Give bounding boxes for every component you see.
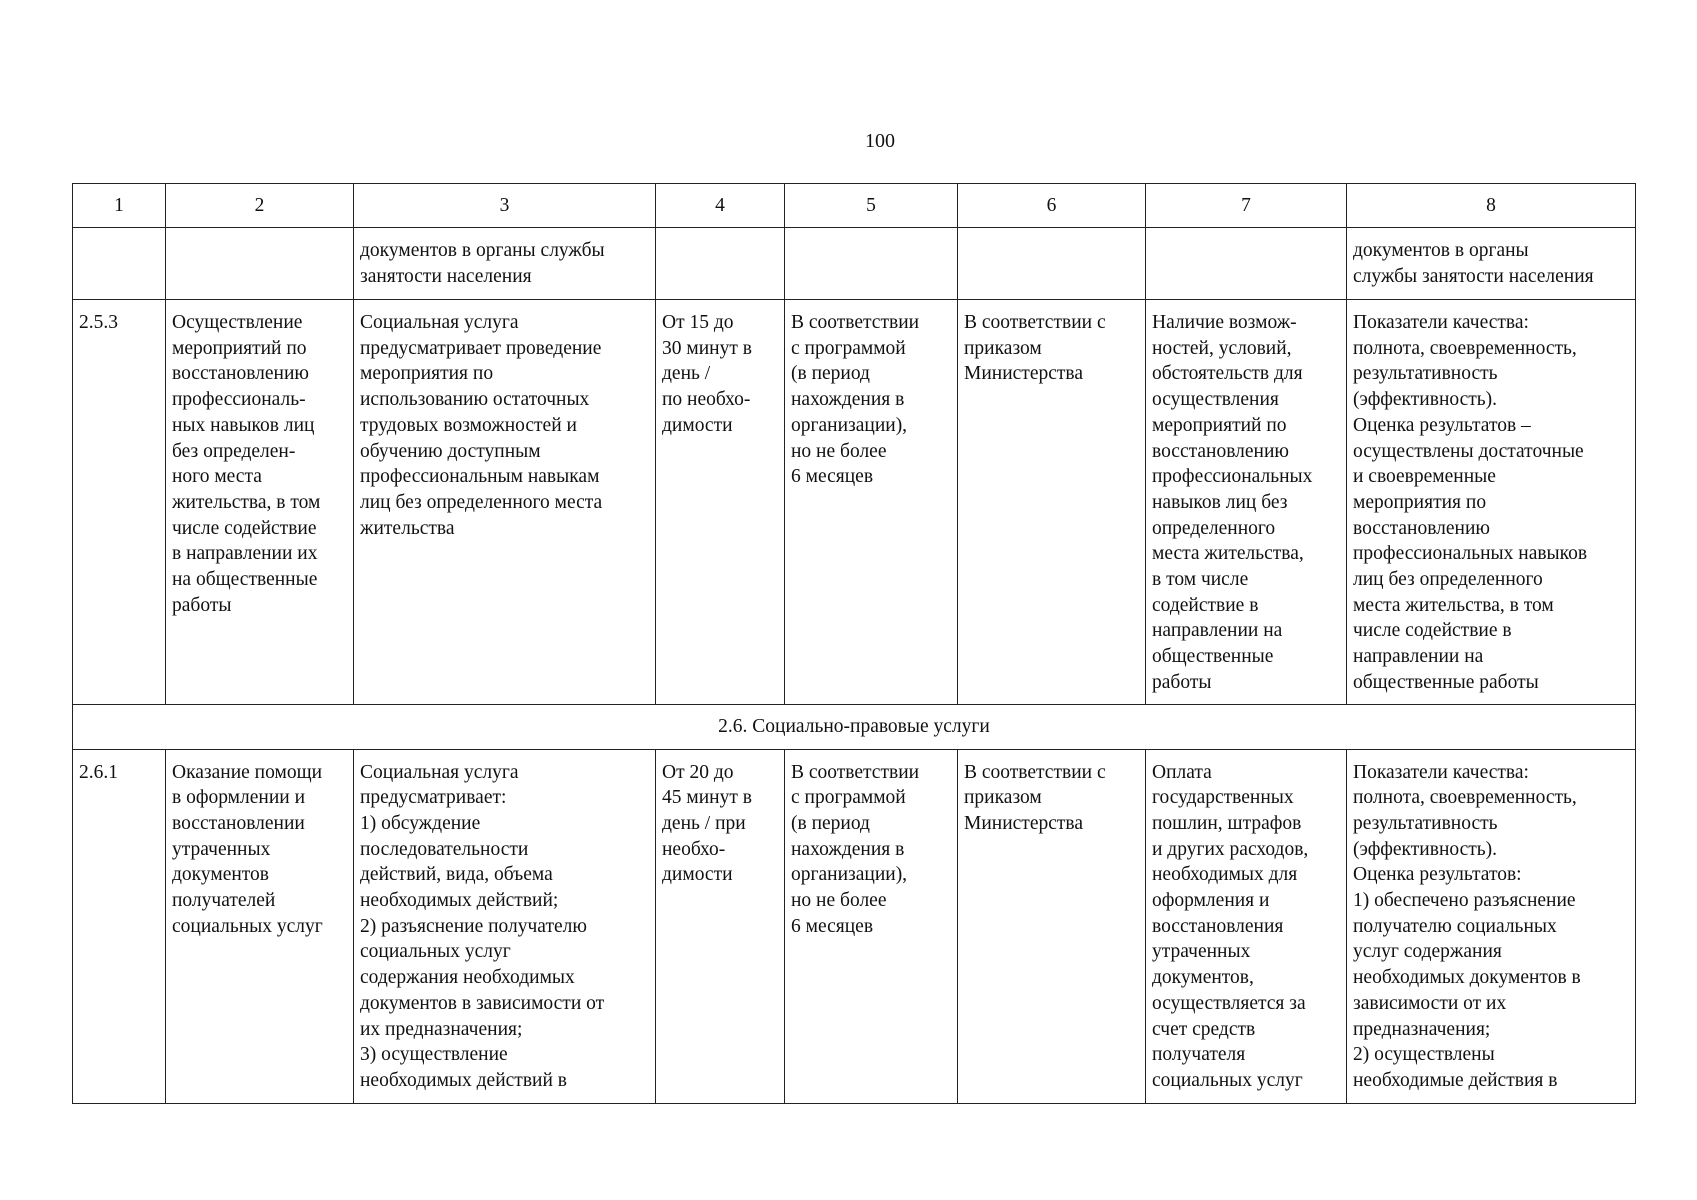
table-row-continuation — [73, 228, 1636, 300]
table-row-2-5-3 — [73, 300, 1636, 705]
column-header: 6 — [958, 184, 1146, 228]
table-cell: От 15 до 30 минут в день / по необхо- димости — [656, 300, 785, 705]
table-cell: документов в органы службы занятости населения — [354, 228, 656, 300]
table-cell: Показатели качества: полнота, своевременность, результативность (эффективность). Оценка результатов: 1) обеспечено разъяснение получателю социальных услуг содержания необходимых документов в зависимости от их предназначения; 2) осуществлены необходимые действия в — [1347, 749, 1636, 1103]
table-cell — [1146, 228, 1347, 300]
section-title: 2.6. Социально-правовые услуги — [73, 704, 1636, 749]
table-cell: В соответствии с программой (в период нахождения в организации), но не более 6 месяцев — [785, 749, 958, 1103]
table-cell: Оплата государственных пошлин, штрафов и других расходов, необходимых для оформления и восстановления утраченных документов, осуществляется за счет средств получателя социальных услуг — [1146, 749, 1347, 1103]
table-cell: Оказание помощи в оформлении и восстановлении утраченных документов получателей социальных услуг — [166, 749, 354, 1103]
table-cell: Наличие возмож- ностей, условий, обстоятельств для осуществления мероприятий по восстановлению профессиональных навыков лиц без определенного места жительства, в том числе содействие в направлении на общественные работы — [1146, 300, 1347, 705]
column-header: 4 — [656, 184, 785, 228]
table-cell — [958, 228, 1146, 300]
table-cell: документов в органы службы занятости населения — [1347, 228, 1636, 300]
table-cell: От 20 до 45 минут в день / при необхо- димости — [656, 749, 785, 1103]
table-cell: Социальная услуга предусматривает: 1) обсуждение последовательности действий, вида, объема необходимых действий; 2) разъяснение получателю социальных услуг содержания необходимых документов в зависимости от их предназначения; 3) осуществление необходимых действий в — [354, 749, 656, 1103]
table-cell: Осуществление мероприятий по восстановлению профессиональ- ных навыков лиц без определен- ного места жительства, в том числе содействие в направлении их на общественные работы — [166, 300, 354, 705]
table-cell: Показатели качества: полнота, своевременность, результативность (эффективность). Оценка результатов – осуществлены достаточные и своевременные мероприятия по восстановлению профессиональных навыков лиц без определенного места жительства, в том числе содействие в направлении на общественные работы — [1347, 300, 1636, 705]
table-cell: В соответствии с приказом Министерства — [958, 749, 1146, 1103]
table-cell — [73, 228, 166, 300]
table-cell — [785, 228, 958, 300]
table-row-2-6-1 — [73, 749, 1636, 1103]
table-cell — [166, 228, 354, 300]
table-cell: В соответствии с программой (в период нахождения в организации), но не более 6 месяцев — [785, 300, 958, 705]
services-table — [72, 183, 1636, 1104]
table-cell: 2.5.3 — [73, 300, 166, 705]
column-header: 7 — [1146, 184, 1347, 228]
table-cell: Социальная услуга предусматривает проведение мероприятия по использованию остаточных трудовых возможностей и обучению доступным профессиональным навыкам лиц без определенного места жительства — [354, 300, 656, 705]
column-header: 3 — [354, 184, 656, 228]
column-header: 1 — [73, 184, 166, 228]
table-cell — [656, 228, 785, 300]
column-header: 8 — [1347, 184, 1636, 228]
section-row — [73, 704, 1636, 749]
table-cell: 2.6.1 — [73, 749, 166, 1103]
page-number: 100 — [865, 130, 895, 152]
table-cell: В соответствии с приказом Министерства — [958, 300, 1146, 705]
column-header: 5 — [785, 184, 958, 228]
table-header-row — [73, 184, 1636, 228]
column-header: 2 — [166, 184, 354, 228]
